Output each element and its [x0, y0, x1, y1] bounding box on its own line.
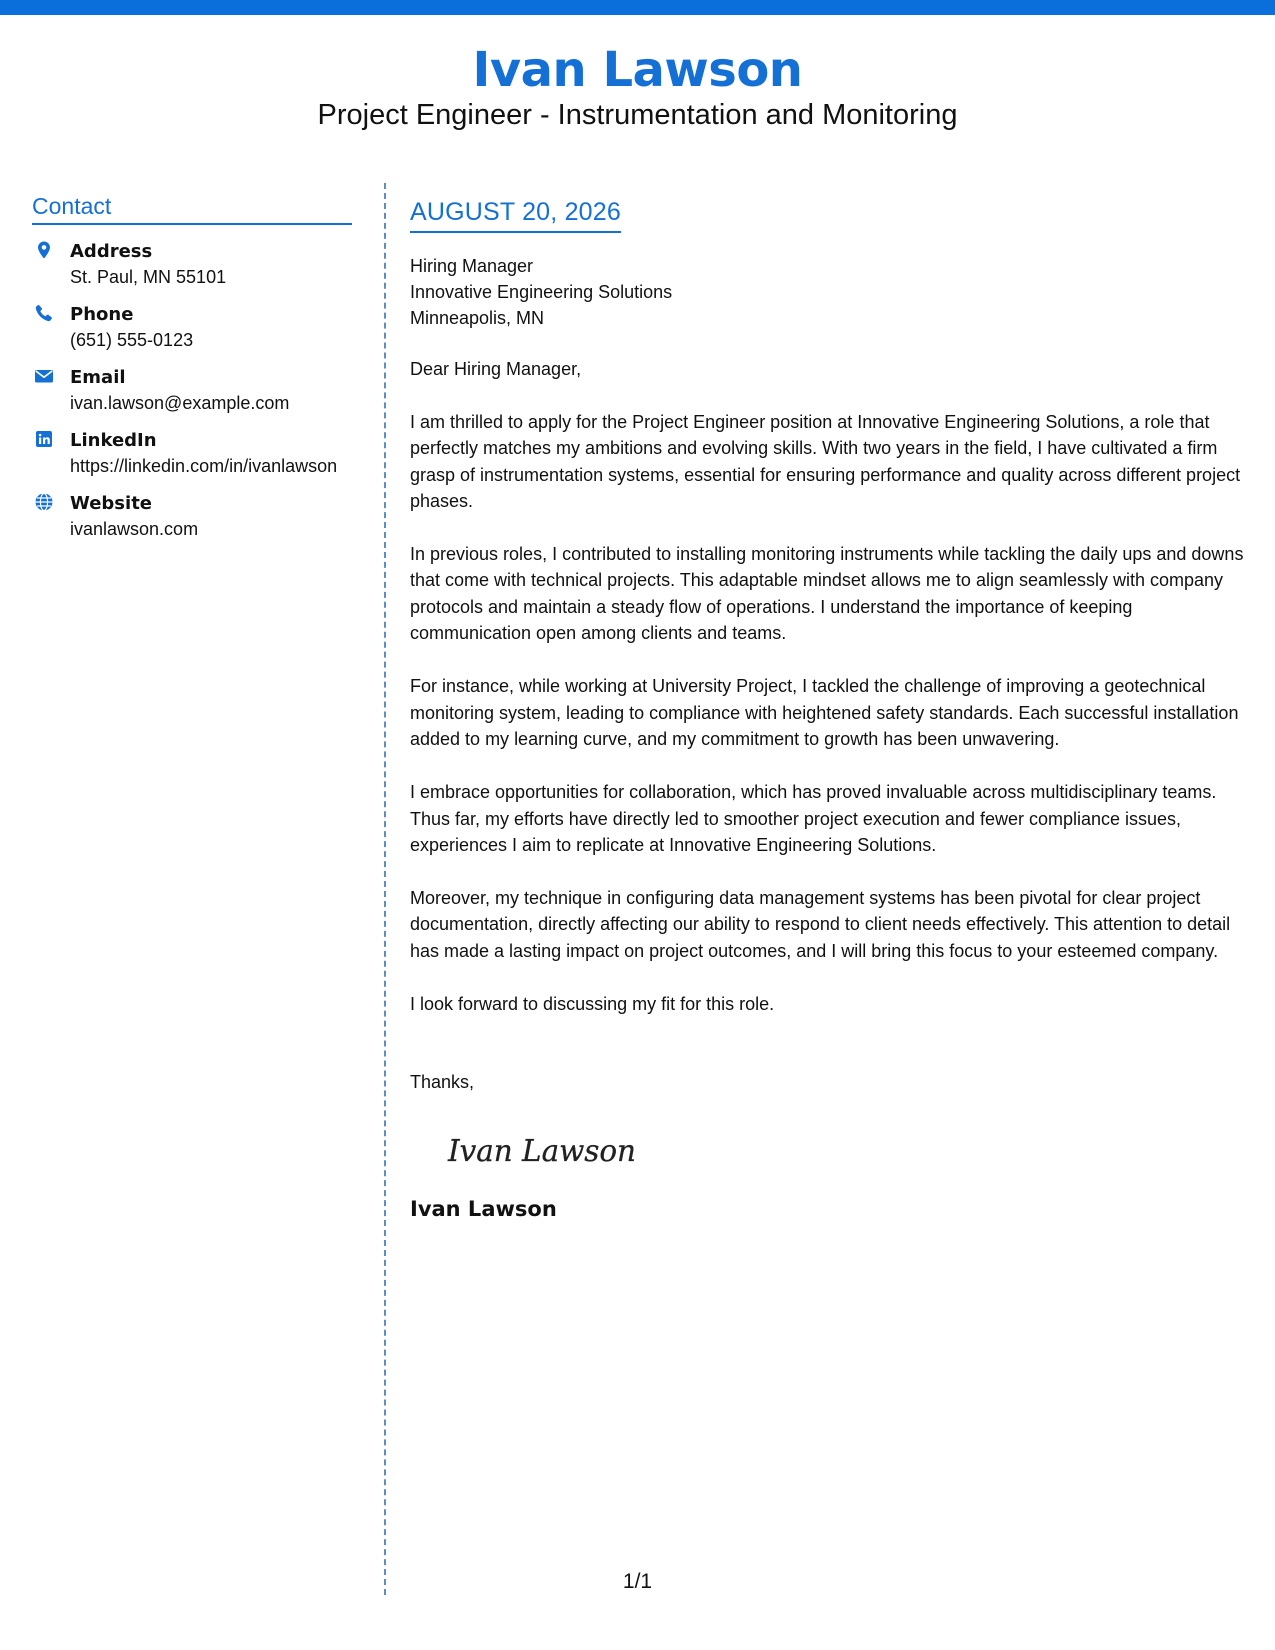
- job-title: Project Engineer - Instrumentation and Monitoring: [317, 98, 958, 131]
- body-paragraph: In previous roles, I contributed to installing monitoring instruments while tackling the daily ups and downs that come with technical projects. This adaptable mindset allows me to align seamlessly with company protocols and maintain a steady flow of operations. I understand the importance of keeping communication open among clients and teams.: [410, 544, 1244, 644]
- salutation: Dear Hiring Manager,: [410, 359, 582, 379]
- body-paragraph: Moreover, my technique in configuring data management systems has been pivotal for clear project documentation, directly affecting our ability to respond to client needs effectively. This attention to detail has made a lasting impact on project outcomes, and I will bring this focus to your esteemed company.: [410, 888, 1231, 961]
- envelope-icon: [34, 366, 54, 386]
- applicant-name: Ivan Lawson: [472, 42, 803, 98]
- top-accent-bar: [0, 0, 1275, 15]
- phone-icon: [34, 303, 54, 323]
- body-paragraph: I embrace opportunities for collaboration, which has proved invaluable across multidisciplinary teams. Thus far, my efforts have directly led to smoother project execution and fewer compliance issues, experiences I aim to replicate at Innovative Engineering Solutions.: [410, 782, 1217, 855]
- body-paragraph: For instance, while working at University Project, I tackled the challenge of improving a geotechnical monitoring system, leading to compliance with heightened safety standards. Each successful installation added to my learning curve, and my commitment to growth has been unwavering.: [410, 676, 1239, 749]
- closing: Thanks,: [410, 1072, 475, 1093]
- website-value[interactable]: ivanlawson.com: [70, 519, 199, 539]
- letter-date: AUGUST 20, 2026: [410, 198, 621, 226]
- phone-value: (651) 555-0123: [70, 330, 194, 350]
- contact-item-address: [32, 239, 352, 289]
- map-pin-icon: [34, 240, 54, 260]
- contact-item-linkedin: [32, 428, 352, 478]
- header: [0, 42, 1275, 132]
- contact-label: Email: [70, 367, 126, 388]
- email-value[interactable]: ivan.lawson@example.com: [70, 393, 290, 413]
- contact-sidebar: [32, 193, 352, 554]
- contact-heading: Contact: [32, 193, 352, 225]
- recipient-line: Minneapolis, MN: [410, 308, 545, 328]
- recipient-line: Innovative Engineering Solutions: [410, 282, 673, 302]
- handwritten-signature: [444, 1125, 1255, 1175]
- linkedin-value[interactable]: https://linkedin.com/in/ivanlawson: [70, 456, 338, 476]
- signer-name: Ivan Lawson: [410, 1197, 557, 1222]
- contact-label: Address: [70, 241, 153, 262]
- column-divider: [384, 183, 386, 1595]
- body-paragraph: I am thrilled to apply for the Project Engineer position at Innovative Engineering Solutions, a role that perfectly matches my ambitions and evolving skills. With two years in the field, I have cultivated a firm grasp of instrumentation systems, essential for ensuring performance and quality across different project phases.: [410, 412, 1241, 511]
- globe-icon: [34, 492, 54, 512]
- date-block: [410, 198, 621, 233]
- address-value: St. Paul, MN 55101: [70, 267, 227, 287]
- body-paragraph: I look forward to discussing my fit for this role.: [410, 994, 775, 1015]
- recipient-block: [410, 253, 1255, 331]
- letter-body: [410, 198, 1255, 1221]
- recipient-line: Hiring Manager: [410, 256, 534, 276]
- contact-item-email: [32, 365, 352, 415]
- linkedin-icon: [34, 429, 54, 449]
- contact-label: Phone: [70, 304, 134, 325]
- contact-label: LinkedIn: [70, 430, 157, 451]
- page-number: 1/1: [622, 1570, 653, 1593]
- contact-label: Website: [70, 493, 153, 514]
- contact-item-phone: [32, 302, 352, 352]
- svg-text:Ivan Lawson: Ivan Lawson: [447, 1134, 636, 1170]
- contact-item-website: [32, 491, 352, 541]
